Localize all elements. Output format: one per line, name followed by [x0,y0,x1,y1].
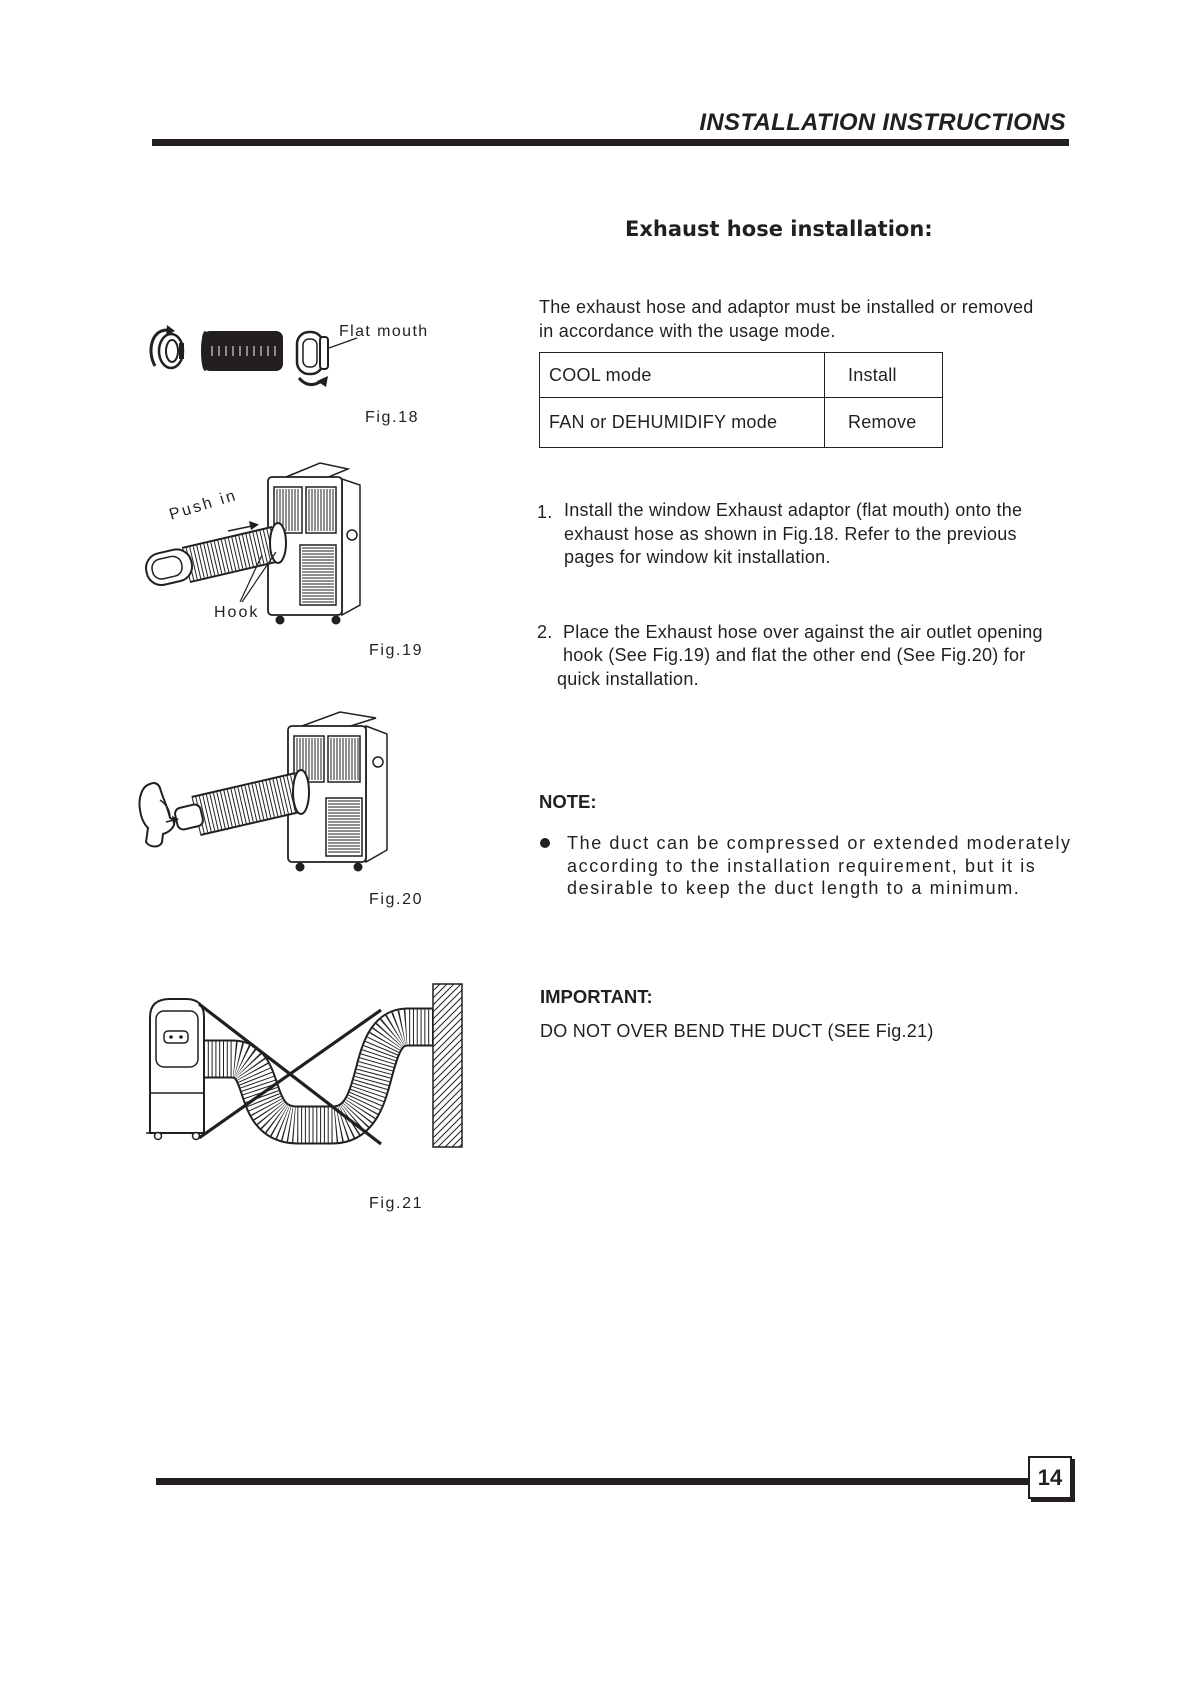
note-bullet-line-1: The duct can be compressed or extended moderately [567,833,1072,853]
step-2-line-1: Place the Exhaust hose over against the air outlet opening [563,622,1043,642]
push-in-label: Push in [167,486,240,524]
exhaust-hose [143,523,286,588]
hook-label: Hook [214,604,260,621]
footer-rule [156,1478,1028,1485]
table-row [540,353,943,398]
flat-end-nozzle [174,803,204,830]
step-2-number: 2. [537,622,553,642]
flat-mouth-adaptor [297,332,328,387]
lower-grille [300,545,336,605]
important-heading: IMPORTANT: [540,986,653,1007]
header-title: INSTALLATION INSTRUCTIONS [699,109,1066,136]
control-dot [169,1035,173,1039]
upper-grille-right [306,487,336,533]
fig21-illustration [140,975,470,1160]
step-2-line-3: quick installation. [557,669,699,689]
wheel-right [354,863,363,872]
bullet-icon [540,838,550,848]
step-1-number: 1. [537,502,553,522]
fig20-caption: Fig.20 [369,891,424,908]
unit-side-face [366,726,387,862]
fig18-caption: Fig.18 [365,409,420,426]
mode-cell: FAN or DEHUMIDIFY mode [540,398,825,448]
header-rule [152,139,1069,146]
note-bullet-line-3: desirable to keep the duct length to a minimum. [567,878,1021,898]
arrowhead-icon [317,376,328,387]
step-1-line-3: pages for window kit installation. [564,547,831,567]
fig21-caption: Fig.21 [369,1195,424,1212]
hose-fill [186,544,276,565]
upper-grille-right [328,736,360,782]
table-row [540,398,943,448]
wheel-left [296,863,305,872]
ring-clip [179,343,184,359]
push-in-arrow [228,526,252,531]
flat-end-outer [143,546,195,588]
hand-icon [139,783,174,846]
mode-cell: COOL mode [540,353,825,398]
hose-body [203,331,283,371]
exhaust-hose-compressed [201,331,283,371]
section-title: Exhaust hose installation: [625,217,933,241]
step-1-line-1: Install the window Exhaust adaptor (flat mouth) onto the [564,500,1023,520]
wheel-right [332,616,341,625]
flat-mouth-label: Flat mouth [339,323,429,340]
hose-end [201,331,209,371]
note-heading: NOTE: [539,791,597,812]
intro-line-2: in accordance with the usage mode. [539,321,836,341]
page-number: 14 [1028,1456,1072,1499]
side-drain-icon [373,757,383,767]
wheel-left [155,1133,162,1140]
step-2-line-2: hook (See Fig.19) and flat the other end (See Fig.20) for [563,645,1026,665]
note-bullet-line-2: according to the installation requirement, but it is [567,856,1037,876]
fig19-caption: Fig.19 [369,642,424,659]
wheel-right [193,1133,200,1140]
intro-line-1: The exhaust hose and adaptor must be installed or removed [539,297,1034,317]
arrowhead-icon [249,521,259,530]
important-text: DO NOT OVER BEND THE DUCT (SEE Fig.21) [540,1021,934,1041]
step-1-line-2: exhaust hose as shown in Fig.18. Refer to the previous [564,524,1017,544]
window-adaptor-ring [151,325,184,368]
fig20-illustration [130,700,395,880]
hatched-wall [433,984,462,1147]
action-cell: Install [825,353,943,398]
lower-grille [326,798,362,856]
adaptor-flap [320,337,328,369]
hose-collar [293,770,309,814]
flat-end-adaptor [143,546,195,588]
wheel-left [276,616,285,625]
unit-side-face [342,479,360,615]
control-badge [164,1031,188,1043]
control-dot [179,1035,183,1039]
side-drain-icon [347,530,357,540]
ac-unit-side [146,999,208,1140]
action-cell: Remove [825,398,943,448]
mode-table [539,352,943,448]
